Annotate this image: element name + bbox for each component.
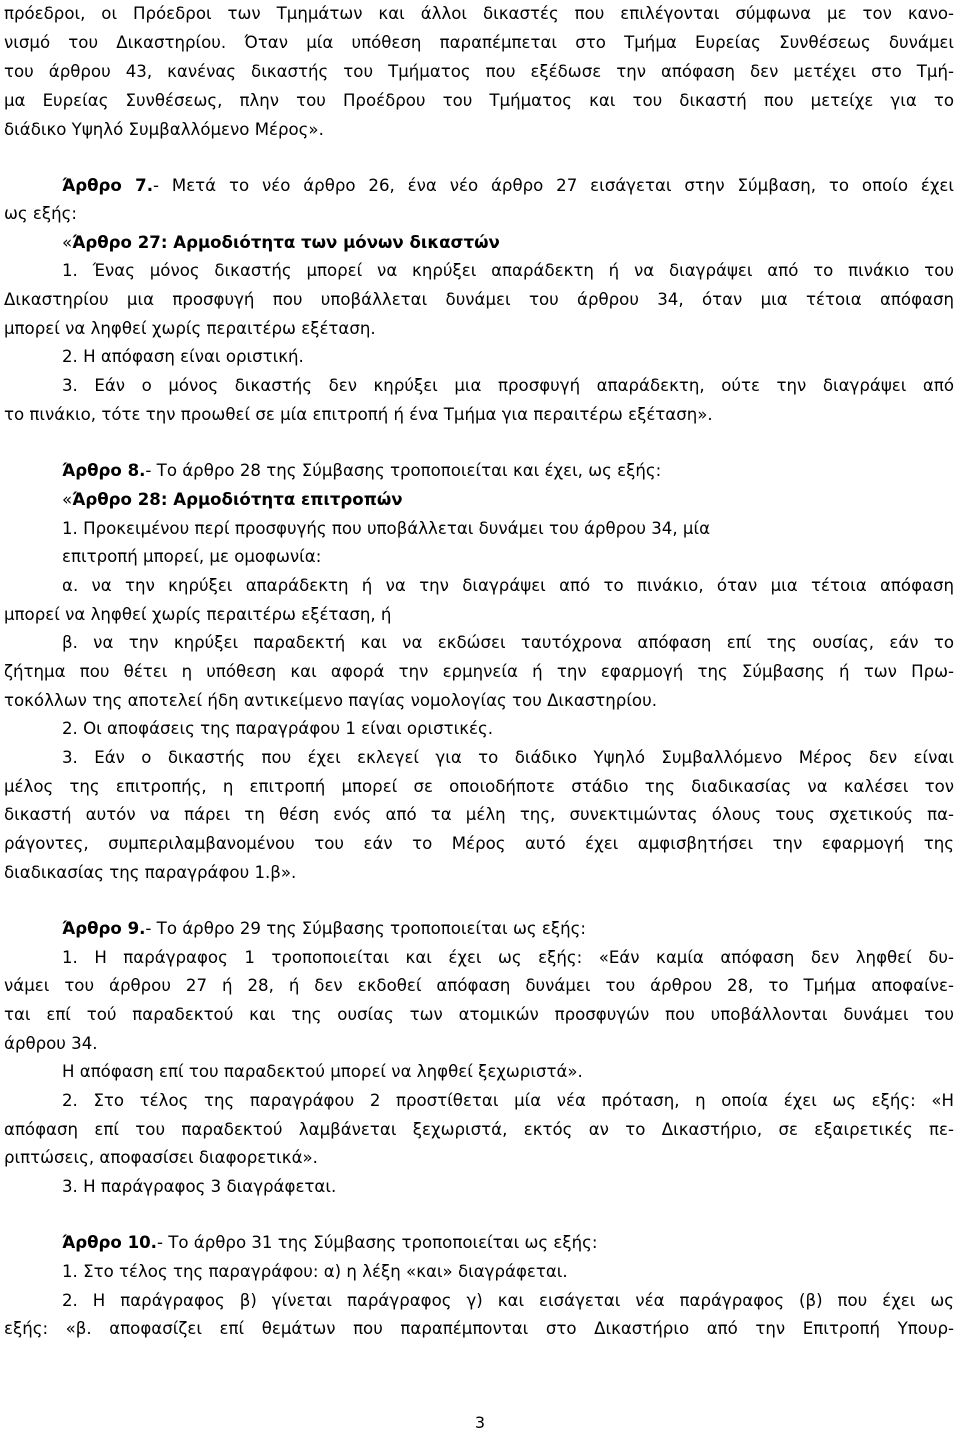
text-line: ζήτημα που θέτει η υπόθεση και αφορά την ερμηνεία ή την εφαρμογή της Σύμβασης ή των Πρω- [4, 662, 954, 681]
text-line: επιτροπή μπορεί, με ομοφωνία: [62, 547, 322, 566]
text-line: 2. Στο τέλος της παραγράφου 2 προστίθεται μία νέα πρόταση, η οποία έχει ως εξής: «Η [62, 1091, 954, 1110]
open-quote: « [62, 490, 73, 509]
text-line: μπορεί να ληφθεί χωρίς περαιτέρω εξέταση, ή [4, 605, 392, 624]
article-title: Άρθρο 9. [62, 919, 146, 938]
article-title: Άρθρο 27: Αρμοδιότητα των μόνων δικαστών [72, 233, 500, 252]
text-line: το πινάκιο, τότε την προωθεί σε μία επιτροπή ή ένα Τμήμα για περαιτέρω εξέταση». [4, 405, 713, 424]
article-text: - Το άρθρο 31 της Σύμβασης τροποποιείται ως εξής: [156, 1233, 598, 1252]
text-line: τοκόλλων της αποτελεί ήδη αντικείμενο παγίας νομολογίας του Δικαστηρίου. [4, 691, 657, 710]
text-line: άρθρου 34. [4, 1034, 98, 1053]
text-line: του άρθρου 43, κανένας δικαστής του Τμήματος που εξέδωσε την απόφαση δεν μετέχει στο Τμή- [4, 62, 954, 81]
quoted-article-27-title [62, 229, 954, 257]
text-line: 3. Εάν ο μόνος δικαστής δεν κηρύξει μια προσφυγή απαράδεκτη, ούτε την διαγράψει από [62, 376, 954, 395]
open-quote: « [62, 233, 73, 252]
text-line: 3. Εάν ο δικαστής που έχει εκλεγεί για το διάδικο Υψηλό Συμβαλλόμενο Μέρος δεν είναι [62, 748, 954, 767]
article-title: Άρθρο 8. [62, 461, 146, 480]
article-9-heading [62, 915, 954, 943]
article-text: - Το άρθρο 28 της Σύμβασης τροποποιείται και έχει, ως εξής: [145, 461, 662, 480]
text-line: Δικαστηρίου μια προσφυγή που υποβάλλεται δυνάμει του άρθρου 34, όταν μια τέτοια απόφαση [4, 290, 954, 309]
article-title: Άρθρο 28: Αρμοδιότητα επιτροπών [72, 490, 403, 509]
text-line: ται επί τού παραδεκτού και της ουσίας των ατομικών προσφυγών που υποβάλλονται δυνάμει του [4, 1005, 954, 1024]
article-title: Άρθρο 10. [62, 1233, 157, 1252]
text-line: 1. Ένας μόνος δικαστής μπορεί να κηρύξει απαράδεκτη ή να διαγράψει από το πινάκιο του [62, 261, 954, 280]
text-line: 1. Η παράγραφος 1 τροποποιείται και έχει ως εξής: «Εάν καμία απόφαση δεν ληφθεί δυ- [62, 948, 954, 967]
text-line: μπορεί να ληφθεί χωρίς περαιτέρω εξέταση. [4, 319, 376, 338]
page-number: 3 [474, 1413, 486, 1432]
text-line: απόφαση επί του παραδεκτού λαμβάνεται ξεχωριστά, εκτός αν το Δικαστήριο, σε εξαιρετικές πε- [4, 1120, 954, 1139]
text-line: 2. Οι αποφάσεις της παραγράφου 1 είναι οριστικές. [62, 719, 494, 738]
text-line: νισμό του Δικαστηρίου. Όταν μία υπόθεση παραπέμπεται στο Τμήμα Ευρείας Συνθέσεως δυνάμει [4, 33, 954, 52]
text-line: ως εξής: [4, 204, 77, 223]
text-line: διάδικο Υψηλό Συμβαλλόμενο Μέρος». [4, 120, 324, 139]
article-text: - Το άρθρο 29 της Σύμβασης τροποποιείται ως εξής: [145, 919, 586, 938]
article-8-heading [62, 457, 954, 485]
text-line: ριπτώσεις, αποφασίσει διαφορετικά». [4, 1148, 318, 1167]
article-title: Άρθρο 7. [62, 176, 154, 195]
article-text: - Μετά το νέο άρθρο 26, ένα νέο άρθρο 27 εισάγεται στην Σύμβαση, το οποίο έχει [153, 176, 954, 195]
text-line: β. να την κηρύξει παραδεκτή και να εκδώσει ταυτόχρονα απόφαση επί της ουσίας, εάν το [62, 633, 954, 652]
text-line: πρόεδροι, οι Πρόεδροι των Τμημάτων και άλλοι δικαστές που επιλέγονται σύμφωνα με τον κανο- [4, 4, 954, 23]
text-line: εξής: «β. αποφασίζει επί θεμάτων που παραπέμπονται στο Δικαστήριο από την Επιτροπή Υπουρ- [4, 1319, 954, 1338]
text-line: δικαστή αυτόν να πάρει τη θέση ενός από τα μέλη της, συνεκτιμώντας όλους τους σχετικούς πα- [4, 805, 954, 824]
text-line: 3. Η παράγραφος 3 διαγράφεται. [62, 1177, 337, 1196]
text-line: ράγοντες, συμπεριλαμβανομένου του εάν το Μέρος αυτό έχει αμφισβητήσει την εφαρμογή της [4, 834, 954, 853]
text-line: μα Ευρείας Συνθέσεως, πλην του Προέδρου του Τμήματος και του δικαστή που μετείχε για το [4, 91, 954, 110]
text-line: νάμει του άρθρου 27 ή 28, ή δεν εκδοθεί απόφαση δυνάμει του άρθρου 28, το Τμήμα αποφαίνε- [4, 976, 954, 995]
text-line: Η απόφαση επί του παραδεκτού μπορεί να ληφθεί ξεχωριστά». [62, 1062, 583, 1081]
article-7-heading [62, 172, 954, 200]
text-line: 1. Στο τέλος της παραγράφου: α) η λέξη «και» διαγράφεται. [62, 1262, 568, 1281]
quoted-article-28-title [62, 486, 954, 514]
text-line: διαδικασίας της παραγράφου 1.β». [4, 863, 297, 882]
text-line: 2. Η παράγραφος β) γίνεται παράγραφος γ) και εισάγεται νέα παράγραφος (β) που έχει ως [62, 1291, 954, 1310]
text-line: μέλος της επιτροπής, η επιτροπή μπορεί σε οποιοδήποτε στάδιο της διαδικασίας να καλέσει τον [4, 777, 954, 796]
text-line: 1. Προκειμένου περί προσφυγής που υποβάλλεται δυνάμει του άρθρου 34, μία [62, 519, 711, 538]
text-line: 2. Η απόφαση είναι οριστική. [62, 347, 304, 366]
article-10-heading [62, 1229, 954, 1257]
text-line: α. να την κηρύξει απαράδεκτη ή να την διαγράψει από το πινάκιο, όταν μια τέτοια απόφαση [62, 576, 954, 595]
